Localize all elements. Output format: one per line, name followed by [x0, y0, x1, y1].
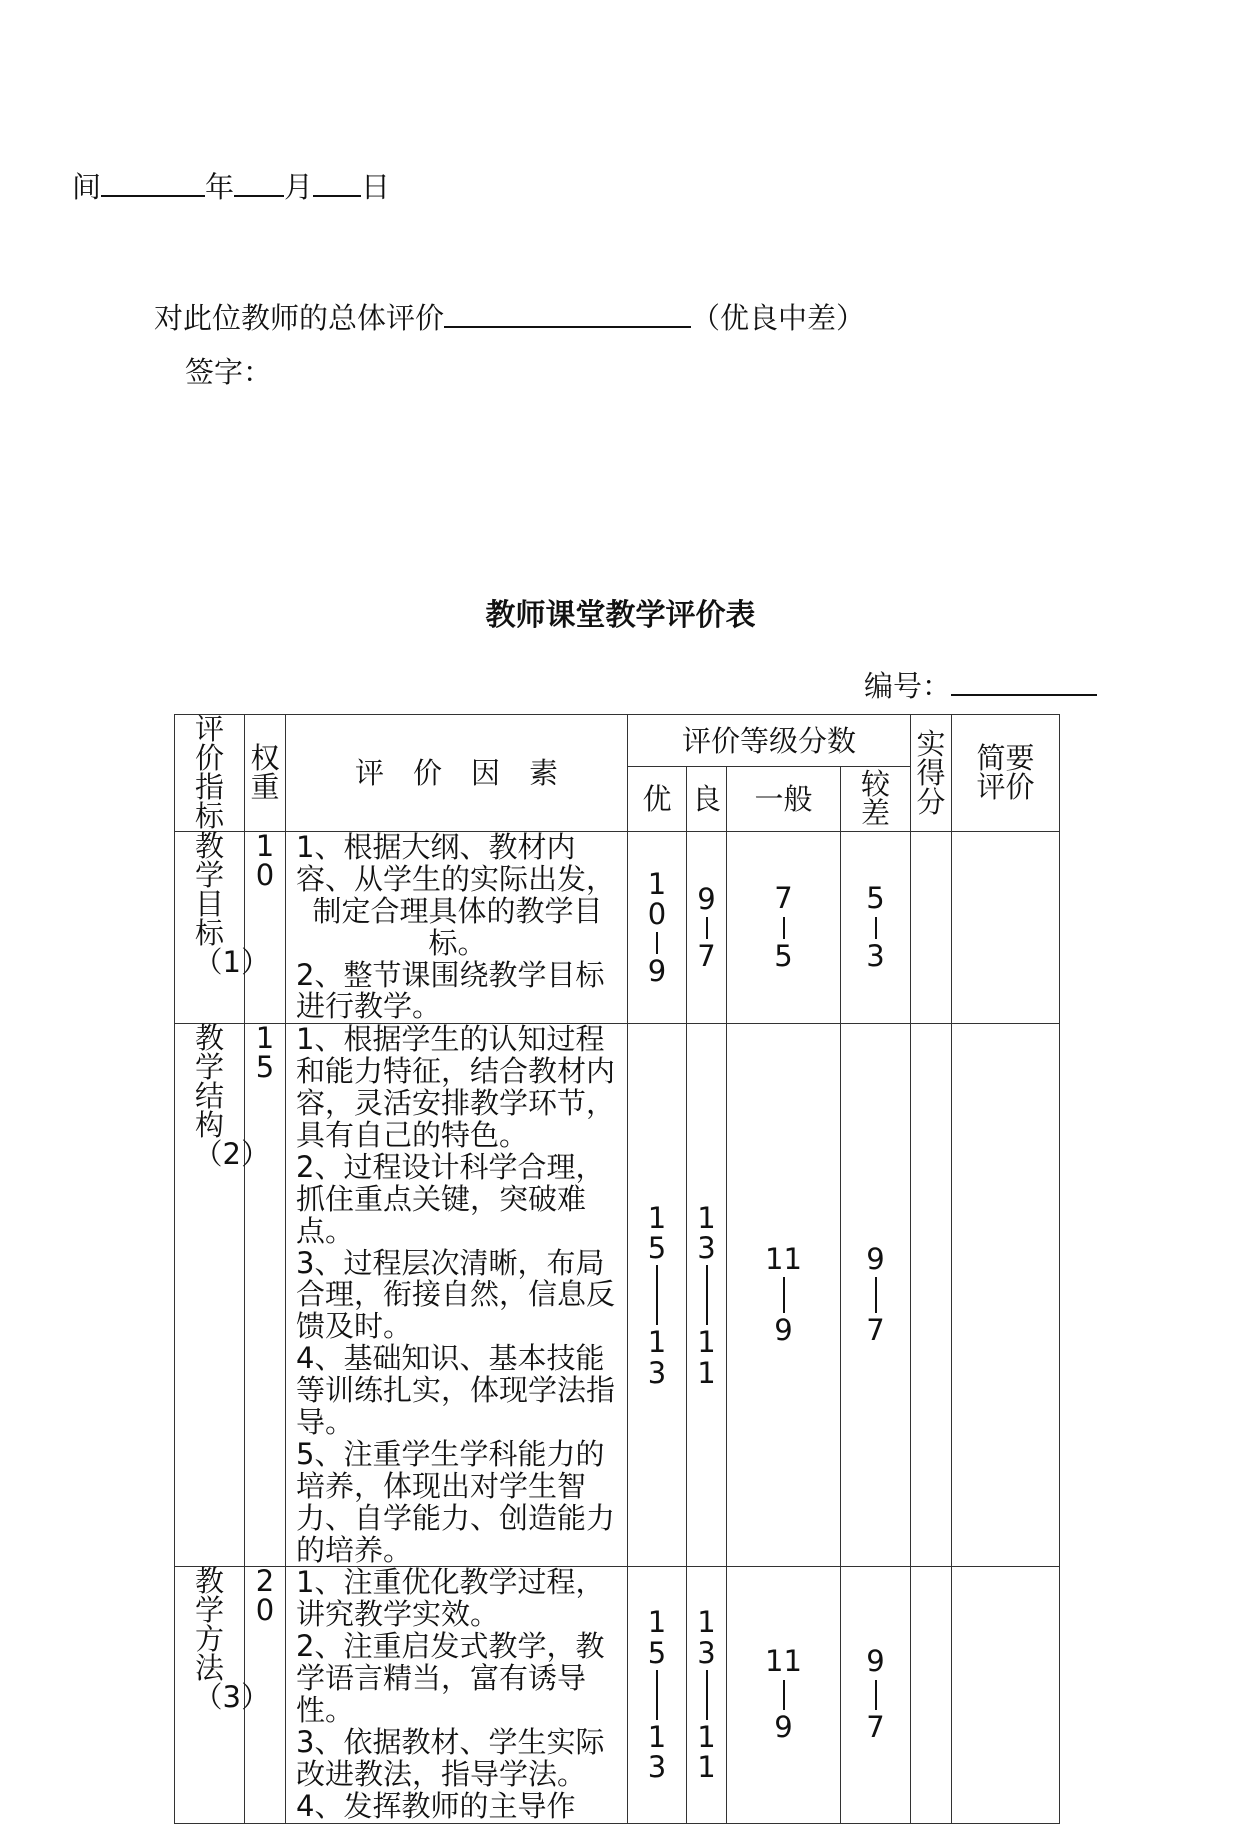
- factor-item: 4、发挥教师的主导作: [296, 1788, 576, 1823]
- average-range: 11 9: [727, 1024, 841, 1567]
- comment-cell[interactable]: [952, 832, 1060, 1024]
- header-grade-scores: 评价等级分数: [628, 715, 911, 767]
- average-range: 11 9: [727, 1567, 841, 1823]
- factor-item: 3、过程层次清晰，布局合理，衔接自然，信息反馈及时。: [296, 1245, 616, 1344]
- header-average: 一般: [727, 767, 841, 832]
- overall-evaluation-line: [154, 296, 865, 337]
- factor-item: 5、注重学生学科能力的培养，体现出对学生智力、自学能力、创造能力的培养。: [296, 1436, 616, 1567]
- comment-cell[interactable]: [952, 1024, 1060, 1567]
- header-brief-comment: 简要评价: [952, 715, 1060, 832]
- header-poor: 较差: [841, 767, 911, 832]
- table-row: [175, 1024, 1060, 1567]
- date-prefix: 间: [72, 170, 102, 204]
- range-dash: [875, 917, 877, 939]
- indicator-cell: 教学结构（2）: [175, 1024, 245, 1567]
- range-dash: [706, 1265, 708, 1325]
- good-range: 13 11: [687, 1567, 727, 1823]
- range-dash: [656, 1670, 658, 1720]
- evaluation-table: [174, 714, 1060, 1824]
- weight-cell: 15: [245, 1024, 286, 1567]
- overall-label: 对此位教师的总体评价: [154, 301, 445, 335]
- overall-options: （优良中差）: [691, 301, 866, 335]
- year-blank[interactable]: [101, 165, 205, 197]
- factors-cell: [286, 1024, 628, 1567]
- day-blank[interactable]: [313, 165, 361, 197]
- weight-cell: 10: [245, 832, 286, 1024]
- range-dash: [656, 1265, 658, 1325]
- range-dash: [875, 1277, 877, 1313]
- range-dash: [706, 917, 708, 939]
- month-label: 月: [284, 170, 314, 204]
- range-dash: [706, 1670, 708, 1720]
- good-range: 9 7: [687, 832, 727, 1024]
- header-factors: 评 价 因 素: [286, 715, 628, 832]
- header-weight: 权重: [245, 715, 286, 832]
- actual-score-cell[interactable]: [911, 832, 952, 1024]
- poor-range: 9 7: [841, 1567, 911, 1823]
- poor-range: 9 7: [841, 1024, 911, 1567]
- factors-cell: [286, 832, 628, 1024]
- header-good: 良: [687, 767, 727, 832]
- factor-item: 制定合理具体的教学目标。: [312, 893, 603, 960]
- indicator-cell: 教学目标（1）: [175, 832, 245, 1024]
- good-range: 13 11: [687, 1024, 727, 1567]
- table-row: [175, 832, 1060, 1024]
- average-range: 7 5: [727, 832, 841, 1024]
- actual-score-cell[interactable]: [911, 1567, 952, 1823]
- header-actual-score: 实得分: [911, 715, 952, 832]
- factor-item: 2、注重启发式教学，教学语言精当，富有诱导性。: [296, 1629, 605, 1728]
- excellent-range: 15 13: [628, 1567, 687, 1823]
- range-dash: [656, 932, 658, 954]
- month-blank[interactable]: [234, 165, 284, 197]
- header-excellent: 优: [628, 767, 687, 832]
- range-dash: [875, 1680, 877, 1710]
- factor-item: 1、根据大纲、教材内容、从学生的实际出发，: [296, 830, 616, 896]
- factor-item: 2、过程设计科学合理，抓住重点关键，突破难点。: [296, 1149, 605, 1248]
- serial-number-line: [864, 664, 1097, 705]
- signature-label: 签字：: [185, 355, 273, 389]
- weight-cell: 20: [245, 1567, 286, 1823]
- factor-item: 1、注重优化教学过程，讲究教学实效。: [296, 1565, 605, 1632]
- day-label: 日: [361, 170, 391, 204]
- header-indicator: 评价指标: [175, 715, 245, 832]
- table-row: [175, 1567, 1060, 1823]
- range-dash: [783, 1680, 785, 1710]
- indicator-cell: 教学方法（3）: [175, 1567, 245, 1823]
- actual-score-cell[interactable]: [911, 1024, 952, 1567]
- factor-item: 2、整节课围绕教学目标进行教学。: [296, 957, 605, 1024]
- poor-range: 5 3: [841, 832, 911, 1024]
- excellent-range: 10 9: [628, 832, 687, 1024]
- overall-blank[interactable]: [444, 296, 691, 328]
- range-dash: [783, 917, 785, 939]
- excellent-range: 15 13: [628, 1024, 687, 1567]
- document-title: 教师课堂教学评价表: [485, 598, 756, 633]
- serial-label: 编号：: [864, 669, 952, 703]
- factor-item: 4、基础知识、基本技能等训练扎实，体现学法指导。: [296, 1341, 616, 1440]
- comment-cell[interactable]: [952, 1567, 1060, 1823]
- serial-blank[interactable]: [951, 664, 1097, 696]
- factor-item: 1、根据学生的认知过程和能力特征，结合教材内容，灵活安排教学环节，具有自己的特色。: [296, 1022, 616, 1153]
- year-label: 年: [205, 170, 235, 204]
- range-dash: [783, 1277, 785, 1313]
- date-line: [72, 165, 390, 206]
- factor-item: 3、依据教材、学生实际改进教法，指导学法。: [296, 1724, 605, 1791]
- factors-cell: [286, 1567, 628, 1823]
